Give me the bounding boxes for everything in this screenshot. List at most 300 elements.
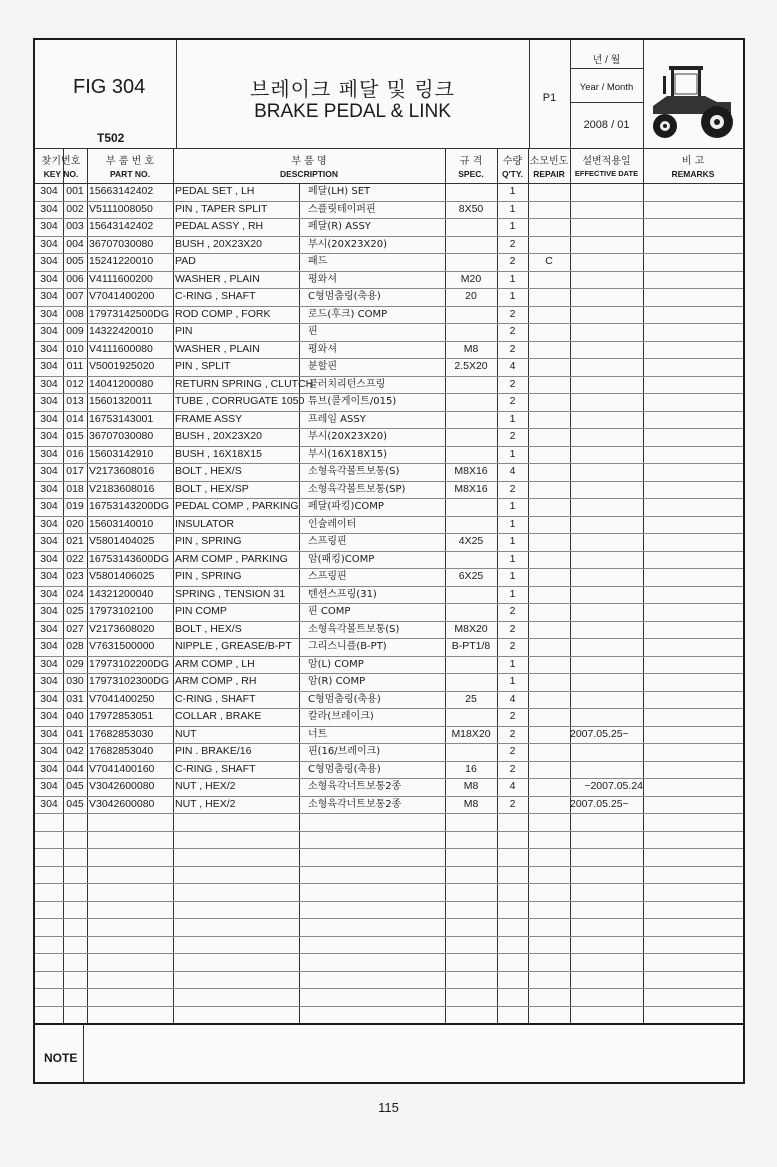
row-desc-ko: 너트 [308,728,328,740]
issue-date: 2008 / 01 [583,119,630,131]
row-qty: 2 [509,482,516,495]
table-row [35,376,743,394]
row-qty: 2 [509,762,516,775]
row-desc-ko: C형멈춤링(축용) [308,763,381,775]
row-part-no: V5001925020 [89,360,155,372]
row-fig: 304 [40,465,58,477]
row-desc-en: TUBE , CORRUGATE 1050 [175,395,305,407]
row-desc-en: NIPPLE , GREASE/B-PT [175,640,292,652]
row-desc-en: BUSH , 20X23X20 [175,237,262,250]
row-desc-en: ROD COMP , FORK [175,307,271,320]
row-key-no: 005 [66,255,84,267]
row-part-no: V7041400160 [89,762,155,775]
col-header-repair-en: REPAIR [533,169,565,179]
row-desc-en: NUT , HEX/2 [175,780,236,792]
row-part-no: 15643142402 [89,220,154,232]
row-fig: 304 [40,185,58,197]
row-desc-ko: 페달(파킹)COMP [308,501,384,512]
row-desc-en: PIN , TAPER SPLIT [175,202,268,215]
row-desc-ko: 스플릿테이퍼핀 [308,203,376,215]
row-desc-en: BUSH , 16X18X15 [175,447,262,460]
row-key-no: 018 [66,482,84,495]
row-desc-ko: 암(패킹)COMP [308,553,375,565]
row-fig: 304 [40,745,58,757]
row-part-no: 17973142500DG [89,307,169,320]
row-qty: 2 [509,622,516,635]
row-spec: 20 [465,290,477,302]
row-spec: M8 [463,342,479,355]
row-divider [35,953,743,954]
row-fig: 304 [40,342,58,355]
row-desc-en: RETURN SPRING , CLUTCH [175,377,314,390]
row-fig: 304 [40,220,58,232]
row-desc-ko: 텐션스프링(31) [308,588,377,600]
row-fig: 304 [40,447,58,460]
row-desc-ko: 핀 [308,326,318,337]
row-spec: M8 [463,797,479,810]
row-key-no: 010 [66,342,84,355]
title-korean: 브레이크 페달 및 링크 [250,77,455,101]
row-desc-en: ARM COMP , LH [175,657,255,670]
row-desc-ko: 프레임 ASSY [308,413,366,425]
row-part-no: 14322420010 [89,325,154,337]
row-desc-en: PIN COMP [175,605,227,617]
table-row [35,271,743,289]
table-row [35,236,743,254]
row-spec: M8X16 [454,465,488,477]
table-row [35,463,743,481]
col-header-spec-ko: 규 격 [459,156,483,167]
row-part-no: 15601320011 [89,395,153,407]
row-fig: 304 [40,482,58,495]
row-key-no: 011 [66,360,84,372]
row-fig: 304 [40,430,58,442]
row-desc-en: SPRING , TENSION 31 [175,587,286,600]
row-fig: 304 [40,325,58,337]
row-desc-en: WASHER , PLAIN [175,272,260,285]
row-divider [35,936,743,937]
row-divider [35,866,743,867]
row-desc-en: C-RING , SHAFT [175,692,256,705]
table-row [35,446,743,464]
row-fig: 304 [40,675,58,687]
row-desc-ko: 칼라(브레이크) [308,711,374,722]
table-row [35,341,743,359]
row-desc-en: PEDAL COMP , PARKING [175,500,299,512]
row-desc-en: ARM COMP , RH [175,675,257,687]
row-key-no: 029 [66,657,84,670]
row-desc-ko: 스프링핀 [308,571,347,582]
row-desc-ko: 소형육각볼트보통(S) [308,623,400,635]
row-desc-ko: 부시(20X23X20) [308,238,387,250]
row-qty: 2 [509,640,516,652]
row-key-no: 007 [66,290,84,302]
row-key-no: 006 [66,272,84,285]
row-spec: 6X25 [458,570,484,582]
row-effective-date: 2007.05.25~ [570,797,629,810]
row-desc-ko: 로드(후크) COMP [308,308,388,320]
table-row [35,183,743,201]
row-desc-en: BUSH , 20X23X20 [175,430,262,442]
row-desc-en: PIN [175,325,193,337]
row-key-no: 030 [66,675,84,687]
header-divider [570,68,643,69]
row-fig: 304 [40,290,58,302]
row-desc-ko: 페달(LH) SET [308,186,371,197]
row-part-no: V7041400200 [89,290,155,302]
row-fig: 304 [40,727,58,740]
table-row [35,411,743,429]
year-month-english: Year / Month [579,82,634,93]
row-fig: 304 [40,692,58,705]
row-qty: 1 [509,517,516,530]
row-key-no: 024 [66,587,84,600]
row-qty: 1 [509,412,516,425]
row-fig: 304 [40,640,58,652]
row-qty: 1 [509,185,516,197]
row-qty: 4 [509,465,516,477]
year-month-korean: 년 / 월 [592,55,621,66]
row-fig: 304 [40,622,58,635]
row-spec: B-PT1/8 [451,640,491,652]
table-row [35,481,743,499]
row-qty: 2 [509,727,516,740]
row-part-no: 16753143200DG [89,500,169,512]
row-desc-ko: 페달(R) ASSY [308,221,371,232]
col-header-qty-ko: 수량 [502,156,523,167]
row-divider [35,848,743,849]
row-fig: 304 [40,570,58,582]
row-qty: 1 [509,272,516,285]
row-desc-ko: 부시(20X23X20) [308,431,387,442]
row-spec: 16 [465,762,477,775]
row-desc-en: PAD [175,255,196,267]
row-qty: 2 [509,430,516,442]
row-fig: 304 [40,552,58,565]
parts-list-sheet [33,38,745,1084]
row-desc-en: ARM COMP , PARKING [175,552,288,565]
row-desc-ko: 부시(16X18X15) [308,448,387,460]
col-header-desc-en: DESCRIPTION [279,169,339,179]
row-fig: 304 [40,202,58,215]
row-desc-ko: 튜브(콜게이트/015) [308,396,397,407]
row-part-no: 15241220010 [89,255,154,267]
note-label: NOTE [44,1051,78,1065]
row-desc-ko: 클러치리턴스프링 [308,378,386,390]
row-repair: C [545,255,553,267]
row-spec: 4X25 [458,535,484,547]
row-divider [35,1006,743,1007]
table-row [35,201,743,219]
table-row [35,638,743,656]
row-part-no: 15663142402 [89,185,154,197]
col-header-eff-ko: 설변적용일 [582,156,631,167]
row-desc-en: PEDAL ASSY , RH [175,220,264,232]
row-qty: 4 [509,692,516,705]
row-key-no: 001 [66,185,84,197]
col-header-qty-en: Q'TY. [502,169,523,179]
row-spec: M8X16 [454,482,488,495]
row-qty: 2 [509,745,516,757]
row-effective-date: 2007.05.25~ [570,727,629,740]
row-part-no: V3042600080 [89,797,155,810]
row-part-no: 16753143001 [89,412,154,425]
row-fig: 304 [40,272,58,285]
row-part-no: V4111600200 [89,272,153,285]
row-divider [35,831,743,832]
row-key-no: 040 [66,710,84,722]
row-part-no: V5801404025 [89,535,155,547]
table-row [35,691,743,709]
row-key-no: 041 [66,727,84,740]
row-part-no: V4111600080 [89,342,153,355]
row-key-no: 027 [66,622,84,635]
row-desc-ko: 암(L) COMP [308,658,364,670]
row-qty: 1 [509,220,516,232]
row-qty: 1 [509,447,516,460]
header-bottom-line [35,148,743,149]
row-key-no: 002 [66,202,84,215]
row-key-no: 028 [66,640,84,652]
row-part-no: 14041200080 [89,377,154,390]
row-qty: 1 [509,587,516,600]
table-row [35,498,743,516]
row-key-no: 022 [66,552,84,565]
row-desc-ko: C형멈춤링(축용) [308,693,381,705]
row-fig: 304 [40,412,58,425]
row-key-no: 045 [66,780,84,792]
row-desc-en: PEDAL SET , LH [175,185,255,197]
row-qty: 2 [509,605,516,617]
col-header-key-en: KEY NO. [43,169,79,179]
row-desc-en: C-RING , SHAFT [175,762,256,775]
row-desc-en: PIN , SPRING [175,570,242,582]
row-qty: 1 [509,535,516,547]
figure-number: FIG 304 [73,76,146,98]
col-header-spec-en: SPEC. [458,169,484,179]
row-part-no: 36707030080 [89,430,154,442]
row-fig: 304 [40,535,58,547]
note-divider [83,1023,84,1082]
row-part-no: 17682853040 [89,745,154,757]
row-part-no: V5111008050 [89,202,153,215]
row-qty: 1 [509,570,516,582]
row-qty: 2 [509,797,516,810]
row-desc-ko: 패드 [308,256,328,267]
row-qty: 1 [509,500,516,512]
table-row [35,673,743,691]
row-fig: 304 [40,780,58,792]
row-fig: 304 [40,255,58,267]
row-qty: 1 [509,552,516,565]
row-part-no: 17973102300DG [89,675,169,687]
note-top-line [35,1023,743,1025]
row-divider [35,883,743,884]
row-qty: 4 [509,780,516,792]
row-desc-en: PIN . BRAKE/16 [175,745,252,757]
row-qty: 4 [509,360,516,372]
row-qty: 2 [509,255,516,267]
row-part-no: 17972853051 [89,710,154,722]
group-code: T502 [97,131,125,145]
row-part-no: V2183608016 [89,482,155,495]
row-key-no: 021 [66,535,84,547]
row-divider [35,813,743,814]
row-key-no: 023 [66,570,84,582]
row-fig: 304 [40,500,58,512]
table-row [35,551,743,569]
row-part-no: 15603140010 [89,517,154,530]
row-desc-ko: 소형육각볼트보통(SP) [308,483,406,495]
col-header-part-en: PART NO. [110,169,150,179]
table-row [35,428,743,446]
row-desc-en: PIN , SPLIT [175,360,231,372]
row-qty: 2 [509,395,516,407]
row-desc-en: BOLT , HEX/S [175,465,242,477]
row-key-no: 013 [66,395,84,407]
table-row [35,621,743,639]
row-fig: 304 [40,657,58,670]
table-row [35,323,743,341]
row-desc-ko: 소형육각너트보통2종 [308,798,402,810]
table-row [35,603,743,621]
row-qty: 1 [509,290,516,302]
col-header-key-ko: 찾기번호 [41,156,81,167]
row-spec: 8X50 [458,202,484,215]
row-key-no: 016 [66,447,84,460]
row-part-no: V7631500000 [89,640,155,652]
row-part-no: 17973102100 [89,605,154,617]
row-part-no: 36707030080 [89,237,154,250]
table-row [35,516,743,534]
table-row [35,726,743,744]
table-row [35,708,743,726]
row-qty: 1 [509,202,516,215]
row-desc-en: FRAME ASSY [175,412,243,425]
row-part-no: 16753143600DG [89,552,169,565]
table-row [35,778,743,796]
table-row [35,288,743,306]
col-header-desc-ko: 부 품 명 [291,156,327,167]
title-english: BRAKE PEDAL & LINK [254,101,451,122]
row-fig: 304 [40,377,58,390]
row-effective-date: ~2007.05.24 [584,780,643,792]
row-desc-ko: 인슐레이터 [308,518,357,530]
row-fig: 304 [40,605,58,617]
row-fig: 304 [40,237,58,250]
row-desc-ko: 평와셔 [308,343,337,355]
table-row [35,796,743,814]
row-key-no: 003 [66,220,84,232]
row-key-no: 017 [66,465,84,477]
row-part-no: 14321200040 [89,587,154,600]
row-key-no: 044 [66,762,84,775]
row-desc-en: BOLT , HEX/S [175,622,242,635]
row-key-no: 019 [66,500,84,512]
row-fig: 304 [40,360,58,372]
row-fig: 304 [40,307,58,320]
row-desc-en: C-RING , SHAFT [175,290,256,302]
row-key-no: 031 [66,692,84,705]
row-desc-en: NUT , HEX/2 [175,797,236,810]
row-part-no: V3042600080 [89,780,155,792]
row-desc-en: INSULATOR [175,517,235,530]
table-row [35,533,743,551]
row-fig: 304 [40,710,58,722]
col-header-repair-ko: 소모빈도 [529,156,569,167]
row-desc-ko: 평와셔 [308,273,337,285]
row-part-no: V7041400250 [89,692,155,705]
row-key-no: 014 [66,412,84,425]
col-header-part-ko: 부 품 번 호 [105,156,155,167]
row-spec: M20 [460,272,482,285]
row-desc-ko: 소형육각볼트보통(S) [308,466,400,477]
row-part-no: 17973102200DG [89,657,169,670]
row-spec: M18X20 [451,727,491,740]
row-desc-en: BOLT , HEX/SP [175,482,249,495]
row-desc-en: WASHER , PLAIN [175,342,260,355]
row-spec: M8 [463,780,479,792]
row-qty: 2 [509,342,516,355]
row-desc-ko: 스프링핀 [308,536,347,547]
row-key-no: 012 [66,377,84,390]
row-qty: 2 [509,325,516,337]
row-desc-ko: 분할핀 [308,361,337,372]
table-row [35,306,743,324]
table-row [35,568,743,586]
row-fig: 304 [40,395,58,407]
row-qty: 2 [509,710,516,722]
row-desc-ko: 그리스니플(B-PT) [308,641,387,652]
row-part-no: 15603142910 [89,447,154,460]
row-spec: 2.5X20 [454,360,488,372]
row-key-no: 008 [66,307,84,320]
row-key-no: 015 [66,430,84,442]
row-part-no: V2173608016 [89,465,155,477]
row-divider [35,918,743,919]
row-desc-en: NUT [175,727,197,740]
row-fig: 304 [40,517,58,530]
col-header-remarks-en: REMARKS [671,169,715,179]
page-label: P1 [542,92,557,104]
row-spec: 25 [465,692,477,705]
row-divider [35,901,743,902]
row-desc-ko: 소형육각너트보통2종 [308,781,402,792]
row-part-no: V5801406025 [89,570,155,582]
row-divider [35,971,743,972]
row-qty: 2 [509,307,516,320]
row-fig: 304 [40,762,58,775]
row-desc-ko: C형멈춤링(축용) [308,291,381,302]
row-desc-ko: 암(R) COMP [308,676,366,687]
row-key-no: 004 [66,237,84,250]
table-row [35,761,743,779]
col-header-eff-en: EFFECTIVE DATE [574,169,639,178]
table-row [35,253,743,271]
header-divider [570,102,643,103]
table-row [35,218,743,236]
row-part-no: 17682853030 [89,727,154,740]
row-key-no: 025 [66,605,84,617]
row-qty: 1 [509,675,516,687]
row-fig: 304 [40,587,58,600]
page-number: 115 [378,1100,399,1115]
row-part-no: V2173608020 [89,622,155,635]
row-key-no: 020 [66,517,84,530]
row-desc-en: COLLAR , BRAKE [175,710,262,722]
row-divider [35,988,743,989]
table-row [35,586,743,604]
